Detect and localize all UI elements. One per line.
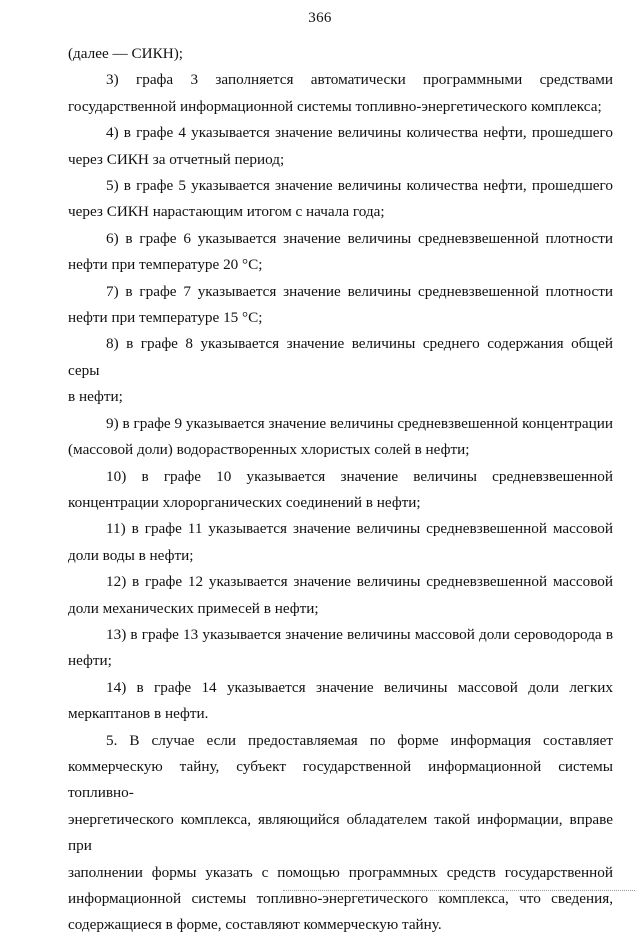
text-line: 8) в графе 8 указывается значение величины среднего содержания общей серы xyxy=(68,335,613,379)
text-line: содержащиеся в форме, составляют коммерческую тайну. xyxy=(68,916,442,934)
text-line: через СИКН за отчетный период; xyxy=(68,150,285,168)
text-line: 13) в графе 13 указывается значение величины массовой доли сероводорода в xyxy=(106,625,613,643)
text-line: 3) графа 3 заполняется автоматически программными средствами xyxy=(106,71,613,89)
text-line: (далее — СИКН); xyxy=(68,45,183,62)
text-line: коммерческую тайну, субъект государственной информационной системы топливно- xyxy=(68,757,613,802)
text-line: через СИКН нарастающим итогом с начала года; xyxy=(68,203,385,221)
text-line: энергетического комплекса, являющийся обладателем такой информации, вправе при xyxy=(68,810,613,855)
text-line: нефти при температуре 20 °С; xyxy=(68,256,263,274)
text-line: государственной информационной системы топливно-энергетического комплекса; xyxy=(68,97,602,115)
text-line: 9) в графе 9 указывается значение величины средневзвешенной концентрации xyxy=(106,414,613,432)
text-line: 10) в графе 10 указывается значение величины средневзвешенной xyxy=(106,467,613,485)
text-line: доли воды в нефти; xyxy=(68,546,194,564)
text-line: (массовой доли) водорастворенных хлористых солей в нефти; xyxy=(68,441,470,459)
text-line: концентрации хлорорганических соединений в нефти; xyxy=(68,493,421,511)
text-line: нефти; xyxy=(68,652,112,670)
text-line: 5. В случае если предоставляемая по форме информация составляет xyxy=(106,731,613,749)
text-line: в нефти; xyxy=(68,388,123,406)
text-line: нефти при температуре 15 °С; xyxy=(68,309,263,327)
text-line: 11) в графе 11 указывается значение величины средневзвешенной массовой xyxy=(106,520,613,538)
document-body xyxy=(68,41,613,939)
text-line: заполнении формы указать с помощью программных средств государственной xyxy=(68,863,613,881)
text-line: меркаптанов в нефти. xyxy=(68,705,209,723)
text-line: 7) в графе 7 указывается значение величины средневзвешенной плотности xyxy=(106,282,613,300)
text-line: информационной системы топливно-энергетического комплекса, что сведения, xyxy=(68,890,613,907)
text-line: 6) в графе 6 указывается значение величины средневзвешенной плотности xyxy=(106,229,613,247)
page-number: 366 xyxy=(308,10,332,26)
text-line: 14) в графе 14 указывается значение величины массовой доли легких xyxy=(106,678,613,696)
text-line: доли механических примесей в нефти; xyxy=(68,599,319,617)
text-line: 4) в графе 4 указывается значение величины количества нефти, прошедшего xyxy=(106,124,613,142)
scan-edge-divider xyxy=(283,890,635,891)
text-line: 12) в графе 12 указывается значение величины средневзвешенной массовой xyxy=(106,573,613,591)
text-line: 5) в графе 5 указывается значение величины количества нефти, прошедшего xyxy=(106,177,613,195)
